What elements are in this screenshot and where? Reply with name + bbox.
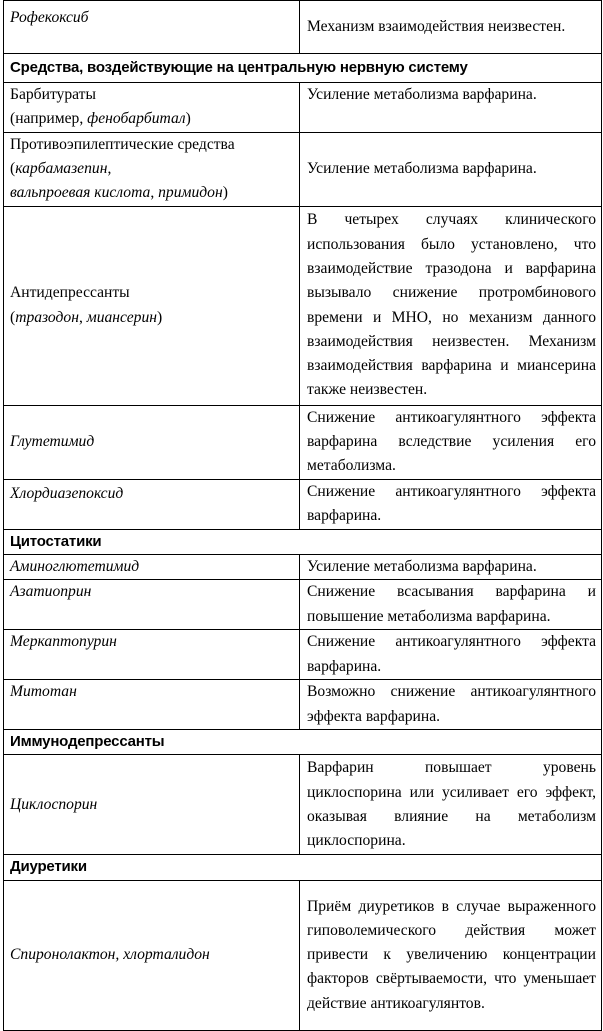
table-row xyxy=(4,554,602,579)
paren-open: ( xyxy=(10,159,16,177)
drug-group-name: Антидепрессанты xyxy=(10,284,130,302)
table-row xyxy=(4,755,602,855)
drug-group-cell xyxy=(4,206,300,405)
separator: , xyxy=(107,159,112,177)
interaction-description: Возможно снижение антикоагулянтного эффекта варфарина. xyxy=(300,680,602,730)
table-row xyxy=(4,880,602,1030)
separator: , xyxy=(78,308,87,326)
drug-name: Спиронолактон, хлорталидон xyxy=(4,880,300,1030)
interaction-description: Усиление метаболизма варфарина. xyxy=(300,132,602,206)
interaction-description: Варфарин повышает уровень циклоспорина или усиливает его эффект, оказывая влияние на метаболизм циклоспорина. xyxy=(300,755,602,855)
drug-group-name: Барбитураты xyxy=(10,86,96,103)
drug-name: Рофекоксиб xyxy=(4,1,300,54)
example-close: ) xyxy=(185,110,191,128)
drug-name: примидон xyxy=(158,184,223,202)
paren-close: ) xyxy=(157,308,163,326)
table-row xyxy=(4,680,602,730)
section-heading-cytostatics: Цитостатики xyxy=(4,529,602,554)
drug-name: фенобарбитал xyxy=(87,110,186,128)
table-row xyxy=(4,479,602,529)
section-row xyxy=(4,730,602,755)
interaction-description: Снижение всасывания варфарина и повышение метаболизма варфарина. xyxy=(300,580,602,630)
drug-name: Меркаптопурин xyxy=(4,630,300,680)
table-row xyxy=(4,630,602,680)
drug-name: Глутетимид xyxy=(4,405,300,479)
interaction-description: В четырех случаях клинического использования было установлено, что взаимодействие тразодона и варфарина вызывало снижение протромбинового времени и МНО, но механизм данного взаимодействия неизвестен. Механизм взаимодействия варфарина и миансерина также неизвестен. xyxy=(300,206,602,405)
table-row xyxy=(4,83,602,133)
section-heading-cns: Средства, воздействующие на центральную нервную систему xyxy=(4,54,602,83)
drug-group-cell xyxy=(4,132,300,206)
section-heading-immuno: Иммунодепрессанты xyxy=(4,730,602,755)
drug-group-cell xyxy=(4,83,300,133)
drug-name: вальпроевая кислота xyxy=(10,184,151,202)
interaction-description: Снижение антикоагулянтного эффекта варфарина. xyxy=(300,479,602,529)
table-row xyxy=(4,206,602,405)
drug-name: Азатиоприн xyxy=(4,580,300,630)
interaction-description: Снижение антикоагулянтного эффекта варфарина вследствие усиления его метаболизма. xyxy=(300,405,602,479)
drug-name: Циклоспорин xyxy=(4,755,300,855)
table-row xyxy=(4,405,602,479)
drug-name: карбамазепин xyxy=(15,159,108,177)
table-row xyxy=(4,580,602,630)
drug-interaction-table xyxy=(3,0,602,1031)
paren-close: ) xyxy=(222,184,228,202)
drug-group-name: Противоэпилептические средства xyxy=(10,135,235,153)
table-row xyxy=(4,1,602,54)
paren-open: ( xyxy=(10,308,16,326)
interaction-description: Приём диуретиков в случае выраженного гиповолемического действия может привести к увеличению концентрации факторов свёртываемости, что уменьшает действие антикоагулянтов. xyxy=(300,880,602,1030)
interaction-description: Усиление метаболизма варфарина. xyxy=(300,554,602,579)
drug-name: тразодон xyxy=(15,308,79,326)
table-row xyxy=(4,132,602,206)
separator: , xyxy=(150,184,159,202)
example-open: (например, xyxy=(10,110,88,128)
interaction-description: Усиление метаболизма варфарина. xyxy=(300,83,602,133)
section-row xyxy=(4,529,602,554)
drug-name: Аминоглютетимид xyxy=(4,554,300,579)
interaction-description: Механизм взаимодействия неизвестен. xyxy=(300,1,602,54)
section-row xyxy=(4,855,602,880)
drug-name: миансерин xyxy=(86,308,157,326)
section-row xyxy=(4,54,602,83)
drug-name: Хлордиазепоксид xyxy=(4,479,300,529)
interaction-description: Снижение антикоагулянтного эффекта варфарина. xyxy=(300,630,602,680)
section-heading-diuretics: Диуретики xyxy=(4,855,602,880)
drug-name: Митотан xyxy=(4,680,300,730)
